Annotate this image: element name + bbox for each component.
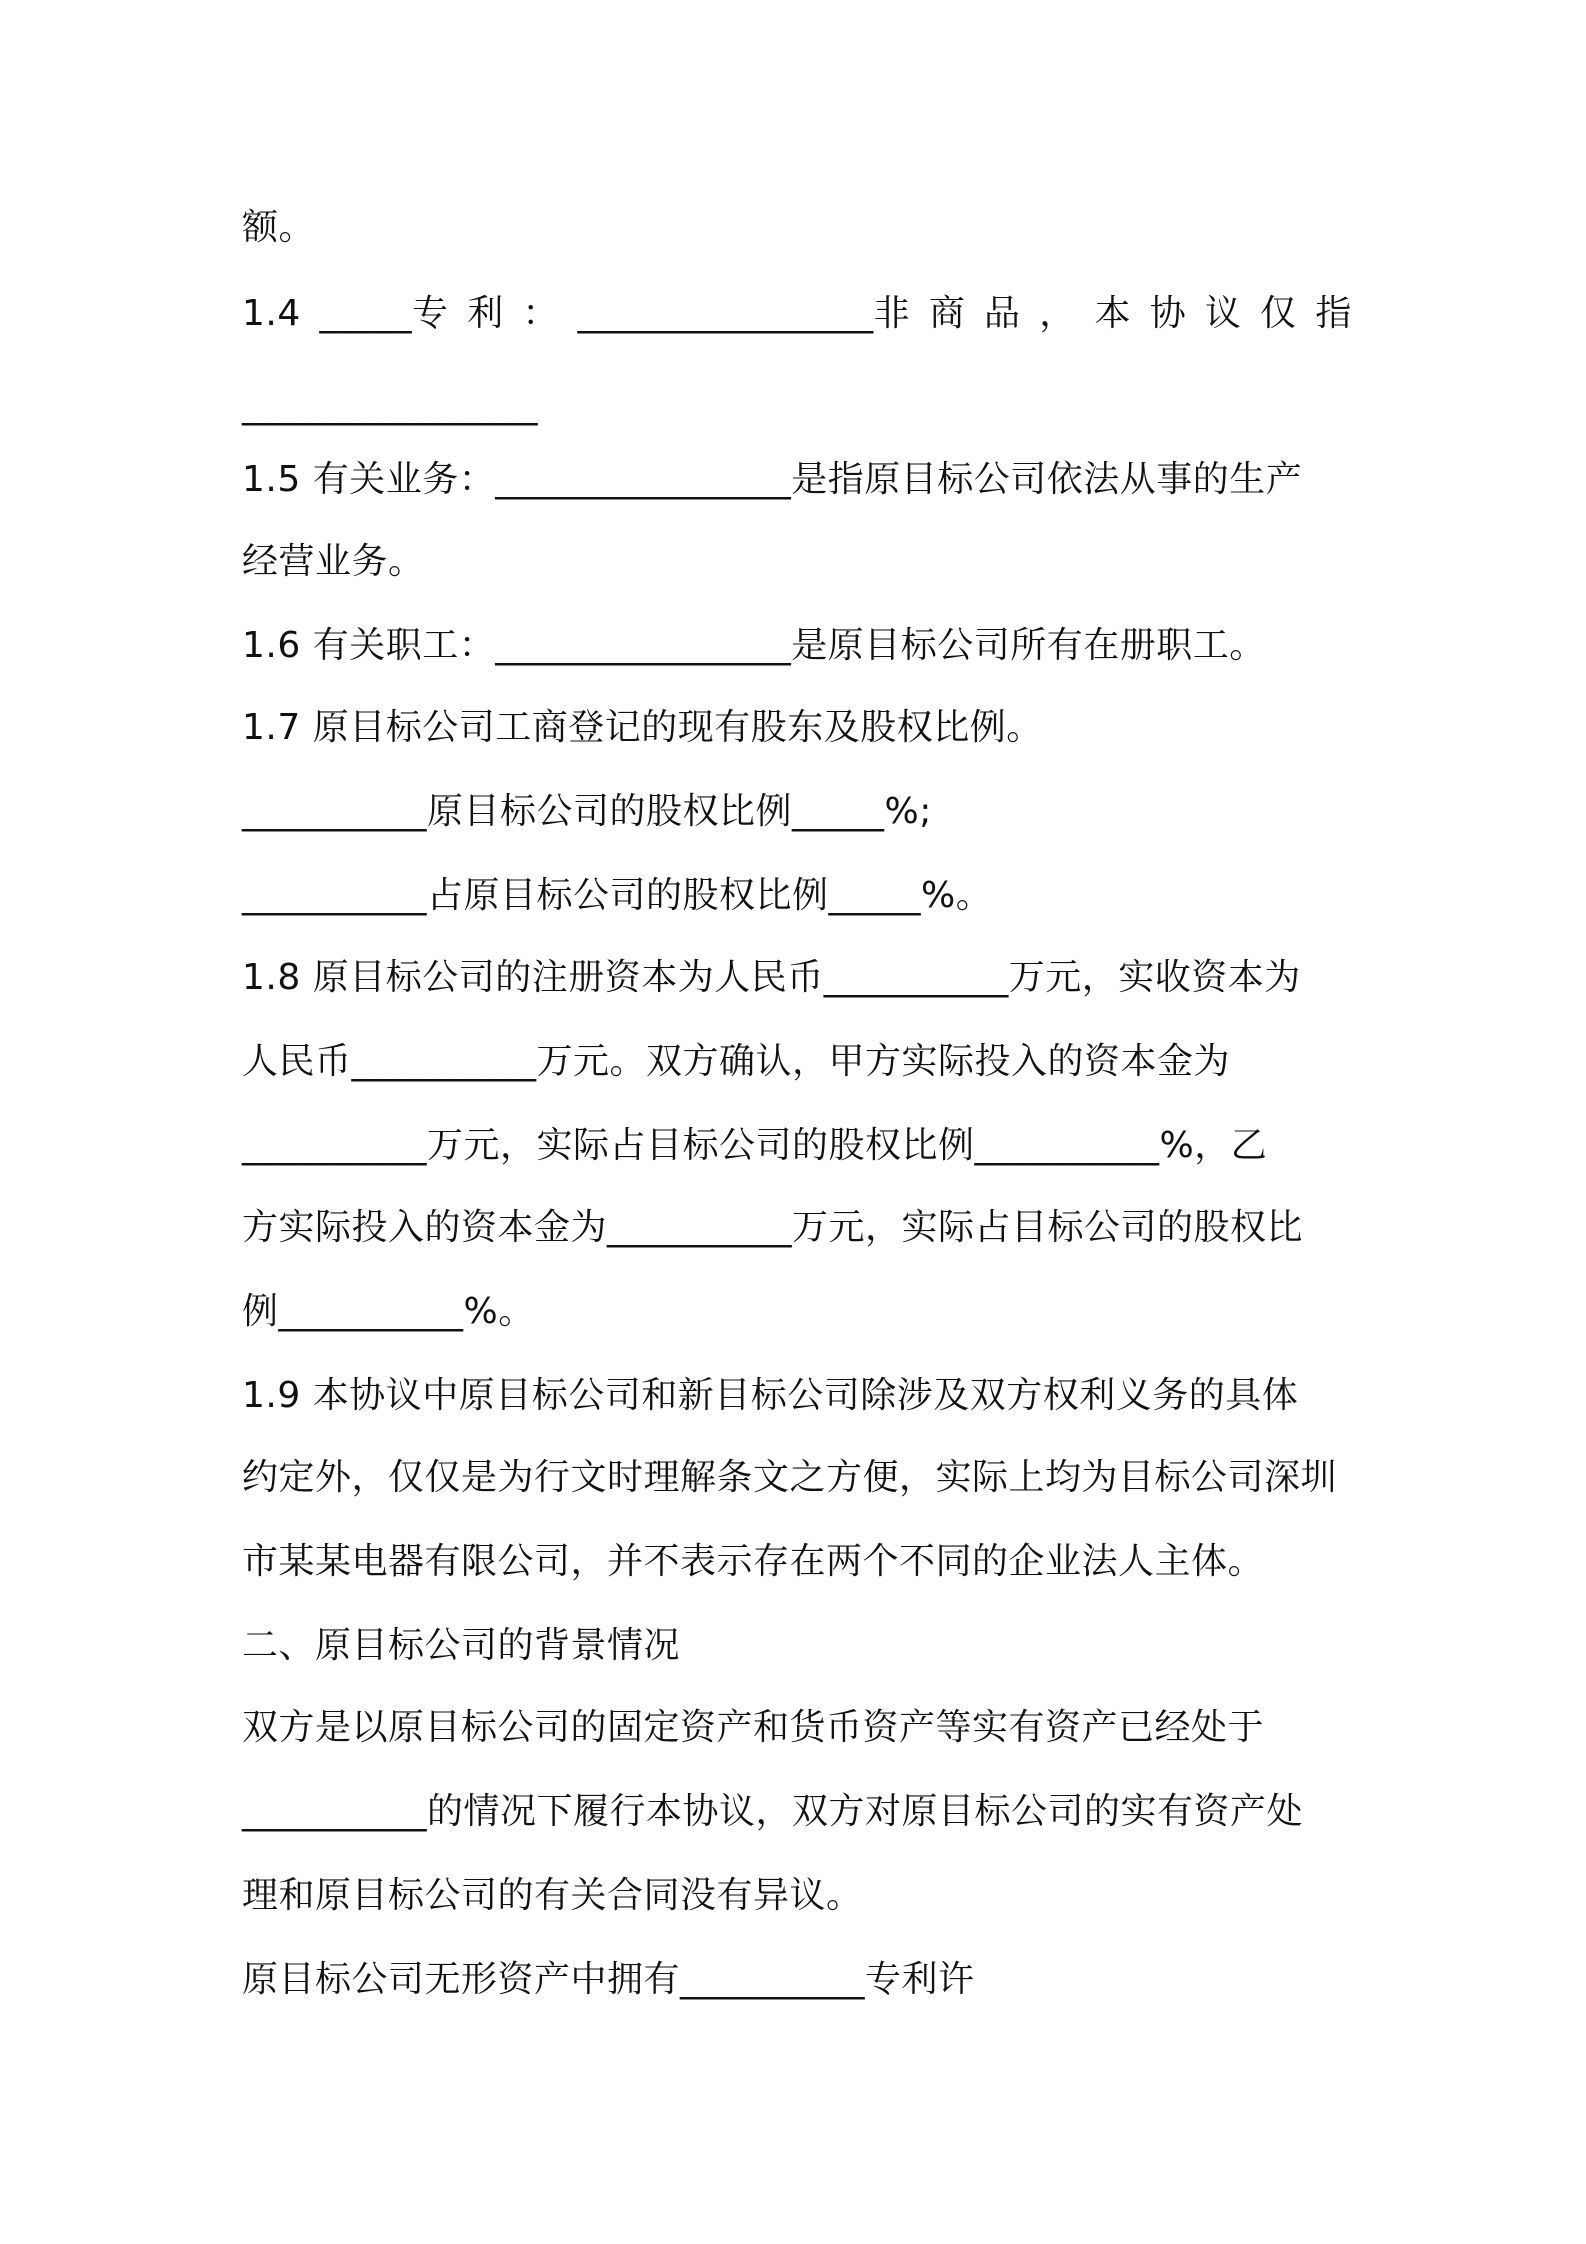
text-segment: 品: [984, 293, 1021, 334]
text-segment: ，: [1039, 293, 1076, 334]
text-segment: 商: [928, 293, 966, 334]
text-line: 例__________%。: [242, 1291, 535, 1332]
text-line: 额。: [242, 207, 316, 248]
text-segment: 利: [467, 293, 504, 334]
text-segment: 1.4: [242, 293, 301, 334]
text-segment: 仅: [1260, 293, 1297, 334]
text-segment: ：: [522, 293, 559, 334]
text-line: __________万元，实际占目标公司的股权比例__________%，乙: [242, 1125, 1268, 1166]
text-line: 经营业务。: [242, 541, 425, 582]
text-line: 1.8 原目标公司的注册资本为人民币__________万元，实收资本为: [242, 957, 1301, 998]
text-segment: ________________非: [577, 293, 911, 334]
text-line: 1.7 原目标公司工商登记的现有股东及股权比例。: [242, 707, 1043, 748]
text-line: ________________: [242, 385, 538, 426]
text-segment: 指: [1315, 293, 1352, 334]
text-line: 方实际投入的资本金为__________万元，实际占目标公司的股权比: [242, 1207, 1304, 1248]
text-segment: 议: [1204, 293, 1242, 334]
text-segment: 本: [1094, 293, 1131, 334]
text-line-1-4: [242, 290, 1352, 338]
text-line: 约定外，仅仅是为行文时理解条文之方便，实际上均为目标公司深圳: [242, 1457, 1338, 1498]
text-line: 1.5 有关业务：________________是指原目标公司依法从事的生产: [242, 459, 1303, 500]
text-segment: _____专: [319, 293, 449, 334]
text-segment: 协: [1149, 293, 1187, 334]
text-line: __________占原目标公司的股权比例_____%。: [242, 875, 993, 916]
text-line: 1.6 有关职工：________________是原目标公司所有在册职工。: [242, 625, 1266, 666]
text-line: 人民币__________万元。双方确认，甲方实际投入的资本金为: [242, 1041, 1231, 1082]
section-heading: 二、原目标公司的背景情况: [242, 1625, 681, 1666]
text-line: 双方是以原目标公司的固定资产和货币资产等实有资产已经处于: [242, 1707, 1265, 1748]
text-line: __________原目标公司的股权比例_____%;: [242, 791, 932, 832]
text-line: 理和原目标公司的有关合同没有异议。: [242, 1875, 863, 1916]
text-line: 原目标公司无形资产中拥有__________专利许: [242, 1959, 975, 2000]
text-line: 市某某电器有限公司，并不表示存在两个不同的企业法人主体。: [242, 1541, 1265, 1582]
text-line: __________的情况下履行本协议，双方对原目标公司的实有资产处: [242, 1791, 1304, 1832]
text-line: 1.9 本协议中原目标公司和新目标公司除涉及双方权利义务的具体: [242, 1375, 1299, 1416]
